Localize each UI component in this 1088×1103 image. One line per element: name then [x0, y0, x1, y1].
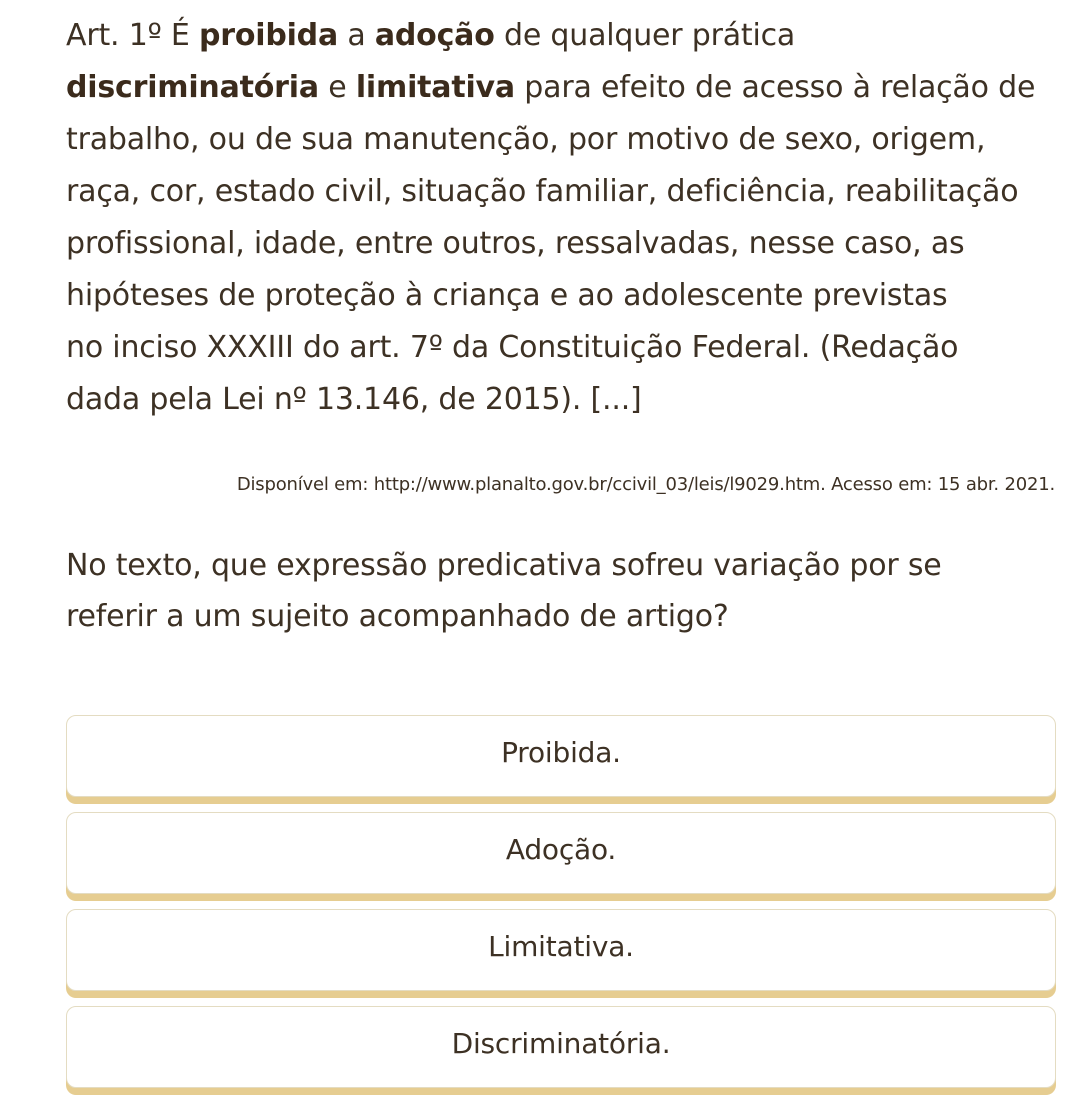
text-segment: para efeito de acesso à relação de [514, 70, 1036, 105]
text-segment: trabalho, ou de sua manutenção, por motivo de sexo, origem, [66, 122, 986, 157]
text-segment: de qualquer prática [494, 18, 796, 53]
option-discriminatoria-button[interactable] [66, 1006, 1056, 1088]
source-citation: Disponível em: http://www.planalto.gov.br/ccivil_03/leis/l9029.htm. Acesso em: 15 abr. 2021. [236, 474, 1055, 495]
article-line [66, 374, 1066, 426]
article-line [66, 62, 1066, 114]
text-segment-bold: limitativa [355, 70, 515, 105]
text-segment: raça, cor, estado civil, situação familiar, deficiência, reabilitação [66, 174, 1019, 209]
question-line: referir a um sujeito acompanhado de artigo? [66, 599, 729, 634]
article-line [66, 10, 1066, 62]
text-segment-bold: discriminatória [66, 70, 319, 105]
text-segment-bold: adoção [374, 18, 495, 53]
option-label: Adoção. [505, 832, 617, 866]
option-adocao-button[interactable] [66, 812, 1056, 894]
question-line: No texto, que expressão predicativa sofreu variação por se [66, 548, 942, 583]
option-proibida-button[interactable] [66, 715, 1056, 797]
text-segment: dada pela Lei nº 13.146, de 2015). [...] [66, 382, 642, 417]
article-line [66, 114, 1066, 166]
text-segment: e [318, 70, 356, 105]
text-segment: no inciso XXXIII do art. 7º da Constituição Federal. (Redação [66, 330, 959, 365]
question-text [66, 540, 1066, 642]
text-segment: a [338, 18, 375, 53]
article-line [66, 322, 1066, 374]
article-line [66, 166, 1066, 218]
text-segment: profissional, idade, entre outros, ressalvadas, nesse caso, as [66, 226, 965, 261]
option-label: Proibida. [501, 735, 621, 769]
option-label: Limitativa. [488, 929, 634, 963]
option-limitativa-button[interactable] [66, 909, 1056, 991]
option-label: Discriminatória. [451, 1026, 671, 1060]
article-line [66, 270, 1066, 322]
text-segment-bold: proibida [198, 18, 338, 53]
text-segment: Art. 1º É [66, 18, 199, 53]
article-text [66, 10, 1066, 426]
article-line [66, 218, 1066, 270]
text-segment: hipóteses de proteção à criança e ao adolescente previstas [66, 278, 948, 313]
answer-options [66, 715, 1056, 1103]
